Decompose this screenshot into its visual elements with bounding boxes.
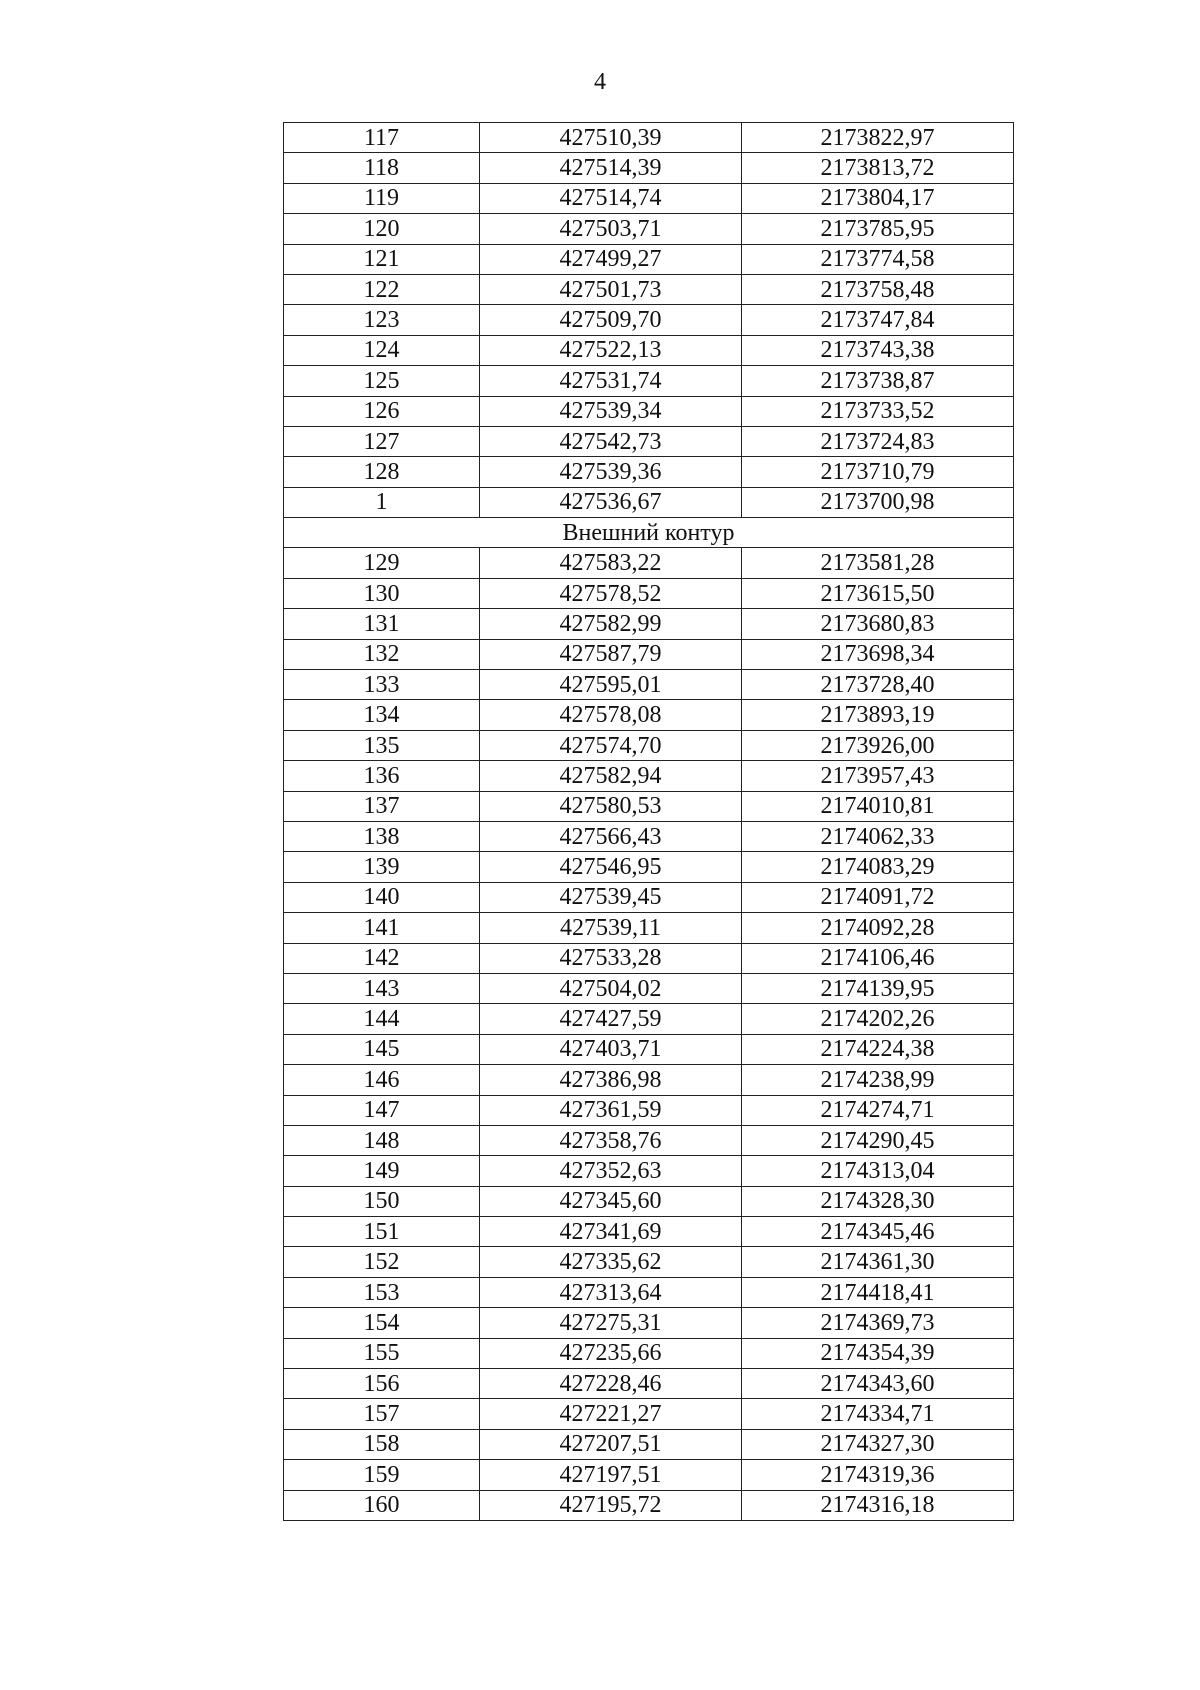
point-number-cell: 142 xyxy=(284,943,480,973)
y-coordinate-cell: 2173957,43 xyxy=(742,761,1014,791)
x-coordinate-cell: 427522,13 xyxy=(480,335,742,365)
y-coordinate-cell: 2173738,87 xyxy=(742,366,1014,396)
y-coordinate-cell: 2173893,19 xyxy=(742,700,1014,730)
x-coordinate-cell: 427595,01 xyxy=(480,670,742,700)
y-coordinate-cell: 2173710,79 xyxy=(742,457,1014,487)
table-row xyxy=(284,183,1014,213)
x-coordinate-cell: 427503,71 xyxy=(480,214,742,244)
point-number-cell: 117 xyxy=(284,123,480,153)
table-row xyxy=(284,821,1014,851)
point-number-cell: 157 xyxy=(284,1399,480,1429)
table-row xyxy=(284,487,1014,517)
point-number-cell: 149 xyxy=(284,1156,480,1186)
table-row xyxy=(284,153,1014,183)
section-heading-group xyxy=(284,518,1014,548)
x-coordinate-cell: 427582,94 xyxy=(480,761,742,791)
y-coordinate-cell: 2174062,33 xyxy=(742,821,1014,851)
x-coordinate-cell: 427427,59 xyxy=(480,1004,742,1034)
x-coordinate-cell: 427539,45 xyxy=(480,882,742,912)
table-row xyxy=(284,123,1014,153)
x-coordinate-cell: 427352,63 xyxy=(480,1156,742,1186)
y-coordinate-cell: 2174139,95 xyxy=(742,973,1014,1003)
x-coordinate-cell: 427533,28 xyxy=(480,943,742,973)
y-coordinate-cell: 2173728,40 xyxy=(742,670,1014,700)
point-number-cell: 136 xyxy=(284,761,480,791)
y-coordinate-cell: 2173743,38 xyxy=(742,335,1014,365)
point-number-cell: 146 xyxy=(284,1065,480,1095)
point-number-cell: 156 xyxy=(284,1369,480,1399)
point-number-cell: 122 xyxy=(284,274,480,304)
point-number-cell: 135 xyxy=(284,730,480,760)
table-row xyxy=(284,1490,1014,1520)
table-row xyxy=(284,1277,1014,1307)
table-row xyxy=(284,791,1014,821)
point-number-cell: 137 xyxy=(284,791,480,821)
point-number-cell: 140 xyxy=(284,882,480,912)
point-number-cell: 144 xyxy=(284,1004,480,1034)
point-number-cell: 128 xyxy=(284,457,480,487)
x-coordinate-cell: 427504,02 xyxy=(480,973,742,1003)
x-coordinate-cell: 427578,52 xyxy=(480,578,742,608)
section-heading: Внешний контур xyxy=(284,518,1014,548)
y-coordinate-cell: 2174319,36 xyxy=(742,1460,1014,1490)
x-coordinate-cell: 427539,11 xyxy=(480,913,742,943)
point-number-cell: 123 xyxy=(284,305,480,335)
table-row xyxy=(284,274,1014,304)
x-coordinate-cell: 427539,34 xyxy=(480,396,742,426)
point-number-cell: 158 xyxy=(284,1429,480,1459)
x-coordinate-cell: 427546,95 xyxy=(480,852,742,882)
x-coordinate-cell: 427566,43 xyxy=(480,821,742,851)
table-row xyxy=(284,457,1014,487)
table-row xyxy=(284,548,1014,578)
x-coordinate-cell: 427221,27 xyxy=(480,1399,742,1429)
coordinates-rows-before xyxy=(284,123,1014,518)
x-coordinate-cell: 427539,36 xyxy=(480,457,742,487)
point-number-cell: 154 xyxy=(284,1308,480,1338)
y-coordinate-cell: 2174106,46 xyxy=(742,943,1014,973)
x-coordinate-cell: 427582,99 xyxy=(480,609,742,639)
y-coordinate-cell: 2174369,73 xyxy=(742,1308,1014,1338)
x-coordinate-cell: 427335,62 xyxy=(480,1247,742,1277)
table-row xyxy=(284,1369,1014,1399)
x-coordinate-cell: 427574,70 xyxy=(480,730,742,760)
table-row xyxy=(284,366,1014,396)
x-coordinate-cell: 427509,70 xyxy=(480,305,742,335)
table-row xyxy=(284,943,1014,973)
y-coordinate-cell: 2174083,29 xyxy=(742,852,1014,882)
point-number-cell: 130 xyxy=(284,578,480,608)
y-coordinate-cell: 2174091,72 xyxy=(742,882,1014,912)
y-coordinate-cell: 2174290,45 xyxy=(742,1125,1014,1155)
x-coordinate-cell: 427195,72 xyxy=(480,1490,742,1520)
table-row xyxy=(284,1004,1014,1034)
y-coordinate-cell: 2173747,84 xyxy=(742,305,1014,335)
y-coordinate-cell: 2173698,34 xyxy=(742,639,1014,669)
table-row xyxy=(284,1125,1014,1155)
table-row xyxy=(284,700,1014,730)
y-coordinate-cell: 2173785,95 xyxy=(742,214,1014,244)
table-row xyxy=(284,396,1014,426)
point-number-cell: 141 xyxy=(284,913,480,943)
x-coordinate-cell: 427587,79 xyxy=(480,639,742,669)
y-coordinate-cell: 2173700,98 xyxy=(742,487,1014,517)
x-coordinate-cell: 427358,76 xyxy=(480,1125,742,1155)
table-row xyxy=(284,639,1014,669)
point-number-cell: 118 xyxy=(284,153,480,183)
table-row xyxy=(284,305,1014,335)
x-coordinate-cell: 427499,27 xyxy=(480,244,742,274)
point-number-cell: 121 xyxy=(284,244,480,274)
y-coordinate-cell: 2174202,26 xyxy=(742,1004,1014,1034)
y-coordinate-cell: 2174010,81 xyxy=(742,791,1014,821)
coordinates-table xyxy=(283,122,1014,1521)
table-row xyxy=(284,1399,1014,1429)
y-coordinate-cell: 2173813,72 xyxy=(742,153,1014,183)
point-number-cell: 148 xyxy=(284,1125,480,1155)
x-coordinate-cell: 427345,60 xyxy=(480,1186,742,1216)
table-row xyxy=(284,1065,1014,1095)
table-row xyxy=(284,882,1014,912)
y-coordinate-cell: 2173581,28 xyxy=(742,548,1014,578)
y-coordinate-cell: 2174092,28 xyxy=(742,913,1014,943)
x-coordinate-cell: 427580,53 xyxy=(480,791,742,821)
point-number-cell: 139 xyxy=(284,852,480,882)
point-number-cell: 125 xyxy=(284,366,480,396)
x-coordinate-cell: 427542,73 xyxy=(480,426,742,456)
point-number-cell: 155 xyxy=(284,1338,480,1368)
page-number: 4 xyxy=(594,69,606,95)
x-coordinate-cell: 427514,74 xyxy=(480,183,742,213)
x-coordinate-cell: 427361,59 xyxy=(480,1095,742,1125)
x-coordinate-cell: 427235,66 xyxy=(480,1338,742,1368)
x-coordinate-cell: 427275,31 xyxy=(480,1308,742,1338)
y-coordinate-cell: 2174334,71 xyxy=(742,1399,1014,1429)
table-row xyxy=(284,1156,1014,1186)
y-coordinate-cell: 2174345,46 xyxy=(742,1217,1014,1247)
x-coordinate-cell: 427531,74 xyxy=(480,366,742,396)
y-coordinate-cell: 2174361,30 xyxy=(742,1247,1014,1277)
table-row xyxy=(284,214,1014,244)
table-row xyxy=(284,335,1014,365)
table-row xyxy=(284,1095,1014,1125)
point-number-cell: 159 xyxy=(284,1460,480,1490)
coordinates-rows-after xyxy=(284,548,1014,1521)
x-coordinate-cell: 427403,71 xyxy=(480,1034,742,1064)
y-coordinate-cell: 2174238,99 xyxy=(742,1065,1014,1095)
table-row xyxy=(284,913,1014,943)
y-coordinate-cell: 2174313,04 xyxy=(742,1156,1014,1186)
table-row xyxy=(284,1034,1014,1064)
y-coordinate-cell: 2173804,17 xyxy=(742,183,1014,213)
point-number-cell: 119 xyxy=(284,183,480,213)
x-coordinate-cell: 427207,51 xyxy=(480,1429,742,1459)
y-coordinate-cell: 2174316,18 xyxy=(742,1490,1014,1520)
y-coordinate-cell: 2173724,83 xyxy=(742,426,1014,456)
point-number-cell: 133 xyxy=(284,670,480,700)
y-coordinate-cell: 2173680,83 xyxy=(742,609,1014,639)
x-coordinate-cell: 427578,08 xyxy=(480,700,742,730)
point-number-cell: 132 xyxy=(284,639,480,669)
point-number-cell: 124 xyxy=(284,335,480,365)
table-row xyxy=(284,609,1014,639)
y-coordinate-cell: 2174343,60 xyxy=(742,1369,1014,1399)
x-coordinate-cell: 427510,39 xyxy=(480,123,742,153)
point-number-cell: 129 xyxy=(284,548,480,578)
point-number-cell: 147 xyxy=(284,1095,480,1125)
table-row xyxy=(284,761,1014,791)
y-coordinate-cell: 2174224,38 xyxy=(742,1034,1014,1064)
x-coordinate-cell: 427536,67 xyxy=(480,487,742,517)
y-coordinate-cell: 2173733,52 xyxy=(742,396,1014,426)
y-coordinate-cell: 2174418,41 xyxy=(742,1277,1014,1307)
point-number-cell: 138 xyxy=(284,821,480,851)
point-number-cell: 145 xyxy=(284,1034,480,1064)
table-row xyxy=(284,578,1014,608)
y-coordinate-cell: 2173615,50 xyxy=(742,578,1014,608)
y-coordinate-cell: 2173774,58 xyxy=(742,244,1014,274)
x-coordinate-cell: 427501,73 xyxy=(480,274,742,304)
x-coordinate-cell: 427386,98 xyxy=(480,1065,742,1095)
y-coordinate-cell: 2174327,30 xyxy=(742,1429,1014,1459)
y-coordinate-cell: 2173758,48 xyxy=(742,274,1014,304)
table-row xyxy=(284,1460,1014,1490)
section-heading-row xyxy=(284,518,1014,548)
point-number-cell: 131 xyxy=(284,609,480,639)
table-row xyxy=(284,973,1014,1003)
y-coordinate-cell: 2174328,30 xyxy=(742,1186,1014,1216)
table-row xyxy=(284,1308,1014,1338)
y-coordinate-cell: 2173822,97 xyxy=(742,123,1014,153)
table-row xyxy=(284,1186,1014,1216)
table-row xyxy=(284,852,1014,882)
table-row xyxy=(284,730,1014,760)
y-coordinate-cell: 2174274,71 xyxy=(742,1095,1014,1125)
point-number-cell: 150 xyxy=(284,1186,480,1216)
table-row xyxy=(284,1217,1014,1247)
point-number-cell: 143 xyxy=(284,973,480,1003)
x-coordinate-cell: 427313,64 xyxy=(480,1277,742,1307)
point-number-cell: 160 xyxy=(284,1490,480,1520)
x-coordinate-cell: 427583,22 xyxy=(480,548,742,578)
point-number-cell: 153 xyxy=(284,1277,480,1307)
point-number-cell: 127 xyxy=(284,426,480,456)
x-coordinate-cell: 427341,69 xyxy=(480,1217,742,1247)
table-row xyxy=(284,426,1014,456)
x-coordinate-cell: 427514,39 xyxy=(480,153,742,183)
table-row xyxy=(284,1338,1014,1368)
point-number-cell: 152 xyxy=(284,1247,480,1277)
point-number-cell: 151 xyxy=(284,1217,480,1247)
table-row xyxy=(284,670,1014,700)
point-number-cell: 120 xyxy=(284,214,480,244)
point-number-cell: 134 xyxy=(284,700,480,730)
table-row xyxy=(284,1247,1014,1277)
x-coordinate-cell: 427197,51 xyxy=(480,1460,742,1490)
y-coordinate-cell: 2173926,00 xyxy=(742,730,1014,760)
point-number-cell: 126 xyxy=(284,396,480,426)
x-coordinate-cell: 427228,46 xyxy=(480,1369,742,1399)
y-coordinate-cell: 2174354,39 xyxy=(742,1338,1014,1368)
table-row xyxy=(284,1429,1014,1459)
table-row xyxy=(284,244,1014,274)
point-number-cell: 1 xyxy=(284,487,480,517)
